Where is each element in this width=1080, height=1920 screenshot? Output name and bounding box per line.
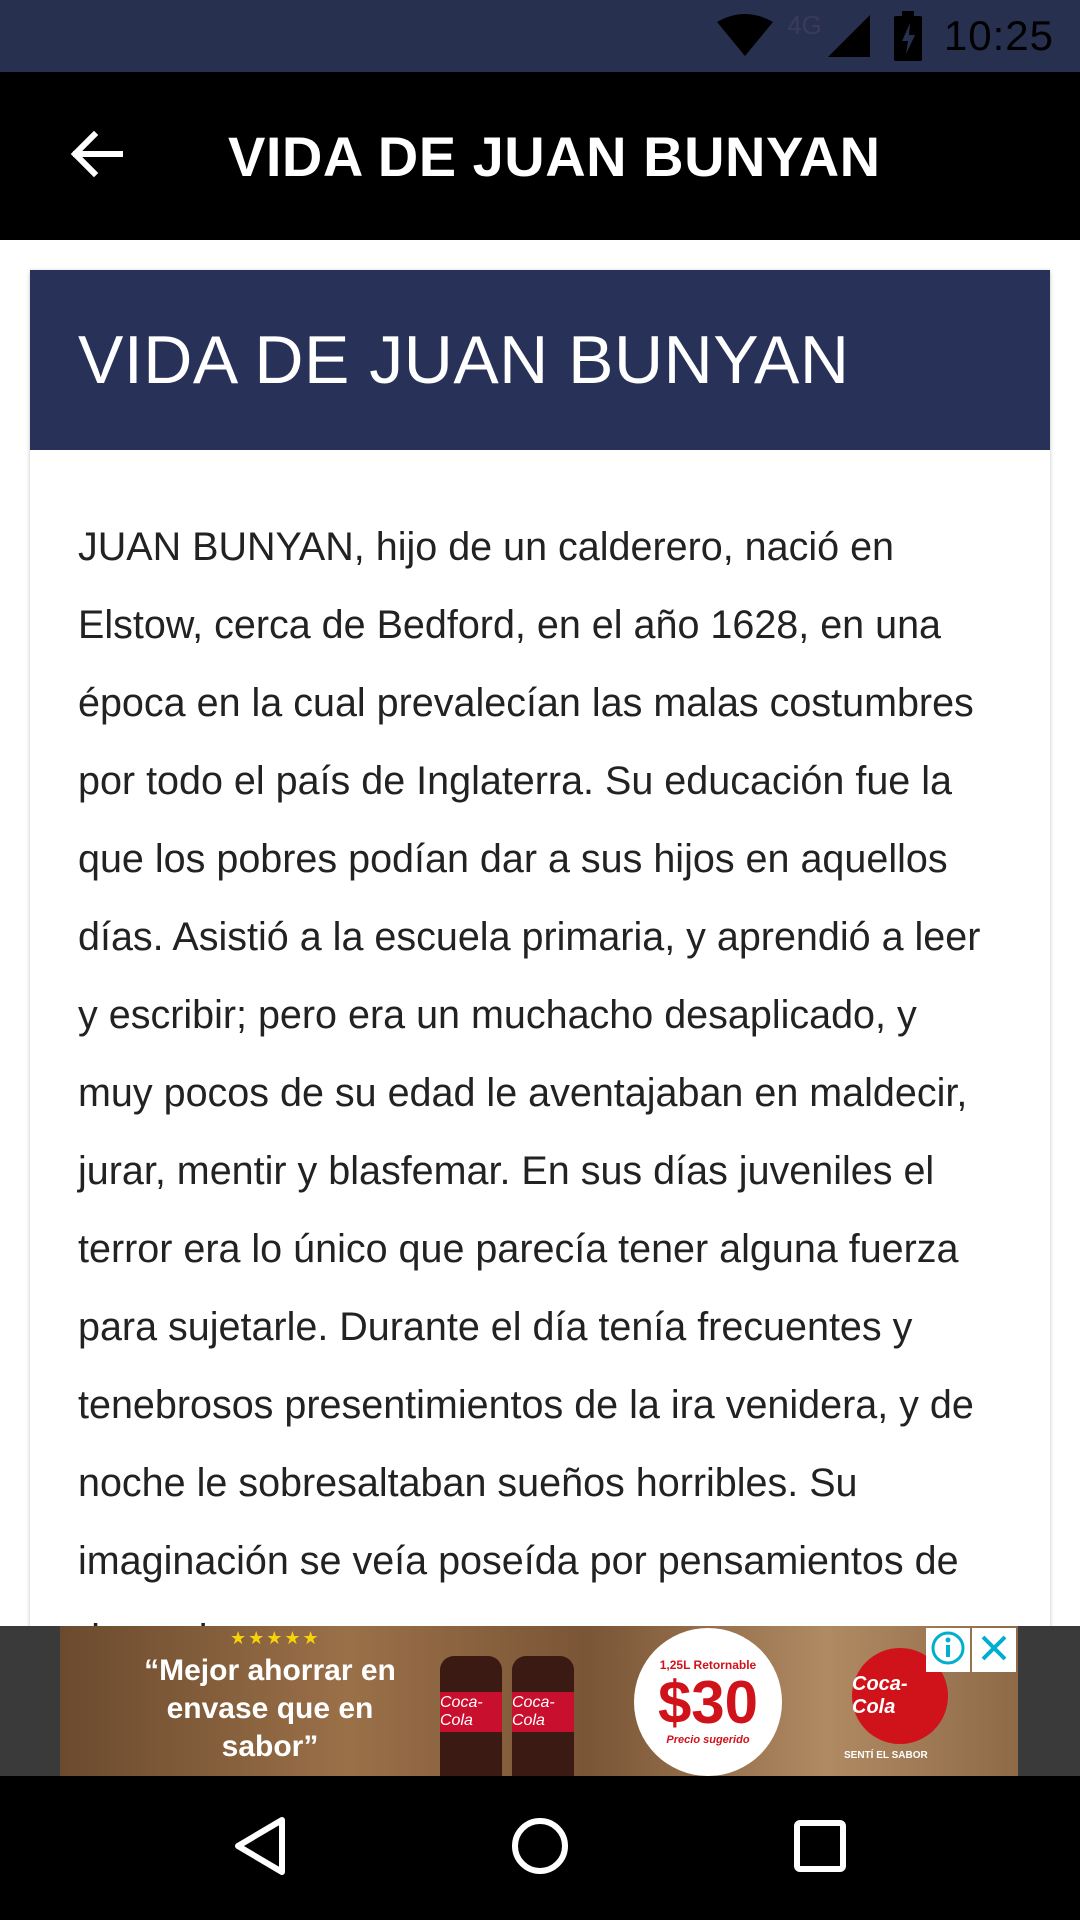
nav-back-button[interactable] xyxy=(200,1788,320,1908)
bottle-label: Coca-Cola xyxy=(512,1692,574,1732)
price-badge xyxy=(634,1628,782,1776)
content-scroll-area[interactable] xyxy=(0,240,1080,1626)
nav-recents-button[interactable] xyxy=(760,1788,880,1908)
app-bar xyxy=(0,72,1080,240)
battery-charging-icon xyxy=(894,11,922,61)
info-icon xyxy=(930,1630,966,1671)
close-icon xyxy=(979,1633,1009,1668)
ad-headline: “Mejor ahorrar en envase que en sabor” xyxy=(144,1654,396,1763)
brand-logo: Coca-Cola xyxy=(852,1648,948,1744)
signal-icon xyxy=(826,13,872,59)
article-title: VIDA DE JUAN BUNYAN xyxy=(78,322,850,398)
ad-stars: ★★★★★ xyxy=(230,1628,321,1648)
system-nav-bar xyxy=(0,1776,1080,1920)
article-card xyxy=(30,270,1050,1770)
network-type-label: 4G xyxy=(787,9,822,40)
bottle-image xyxy=(440,1656,502,1776)
price-bottom-text: Precio sugerido xyxy=(666,1734,750,1746)
bottle-label: Coca-Cola xyxy=(440,1692,502,1732)
price-value: $30 xyxy=(657,1669,759,1736)
back-triangle-icon xyxy=(232,1816,288,1881)
ad-banner[interactable] xyxy=(0,1626,1080,1776)
home-circle-icon xyxy=(510,1816,570,1881)
recents-square-icon xyxy=(793,1819,847,1878)
ad-tagline: SENTÍ EL SABOR xyxy=(844,1750,928,1761)
wifi-icon xyxy=(715,14,775,58)
ad-image[interactable] xyxy=(60,1626,1018,1776)
back-button[interactable] xyxy=(40,100,152,212)
bottle-image xyxy=(512,1656,574,1776)
status-bar xyxy=(0,0,1080,72)
arrow-left-icon xyxy=(70,131,122,182)
ad-info-button[interactable] xyxy=(926,1628,970,1672)
price-top-text: 1,25L Retornable xyxy=(659,1658,757,1672)
status-time: 10:25 xyxy=(943,12,1054,59)
article-body: JUAN BUNYAN, hijo de un calderero, nació en Elstow, cerca de Bedford, en el año 1628, en una época en la cual prevalecían las malas costumbres por todo el país de Inglaterra. Su educación fue la que los pobres podían dar a sus hijos en aquellos días. Asistió a la escuela primaria, y aprendió a leer y escribir; pero era un muchacho desaplicado, y muy pocos de su edad le aventajaban en maldecir, jurar, mentir y blasfemar. En sus días juveniles el terror era lo único que parecía tener alguna fuerza para sujetarle. Durante el día tenía frecuentes y tenebrosos presentimientos de la ira venidera, y de noche le sobresaltaban sueños horribles. Su imaginación se veía poseída por pensamientos de xyxy=(78,525,981,1583)
nav-home-button[interactable] xyxy=(480,1788,600,1908)
article-header xyxy=(30,270,1050,450)
app-bar-title: VIDA DE JUAN BUNYAN xyxy=(228,124,881,188)
ad-close-button[interactable] xyxy=(972,1628,1016,1672)
